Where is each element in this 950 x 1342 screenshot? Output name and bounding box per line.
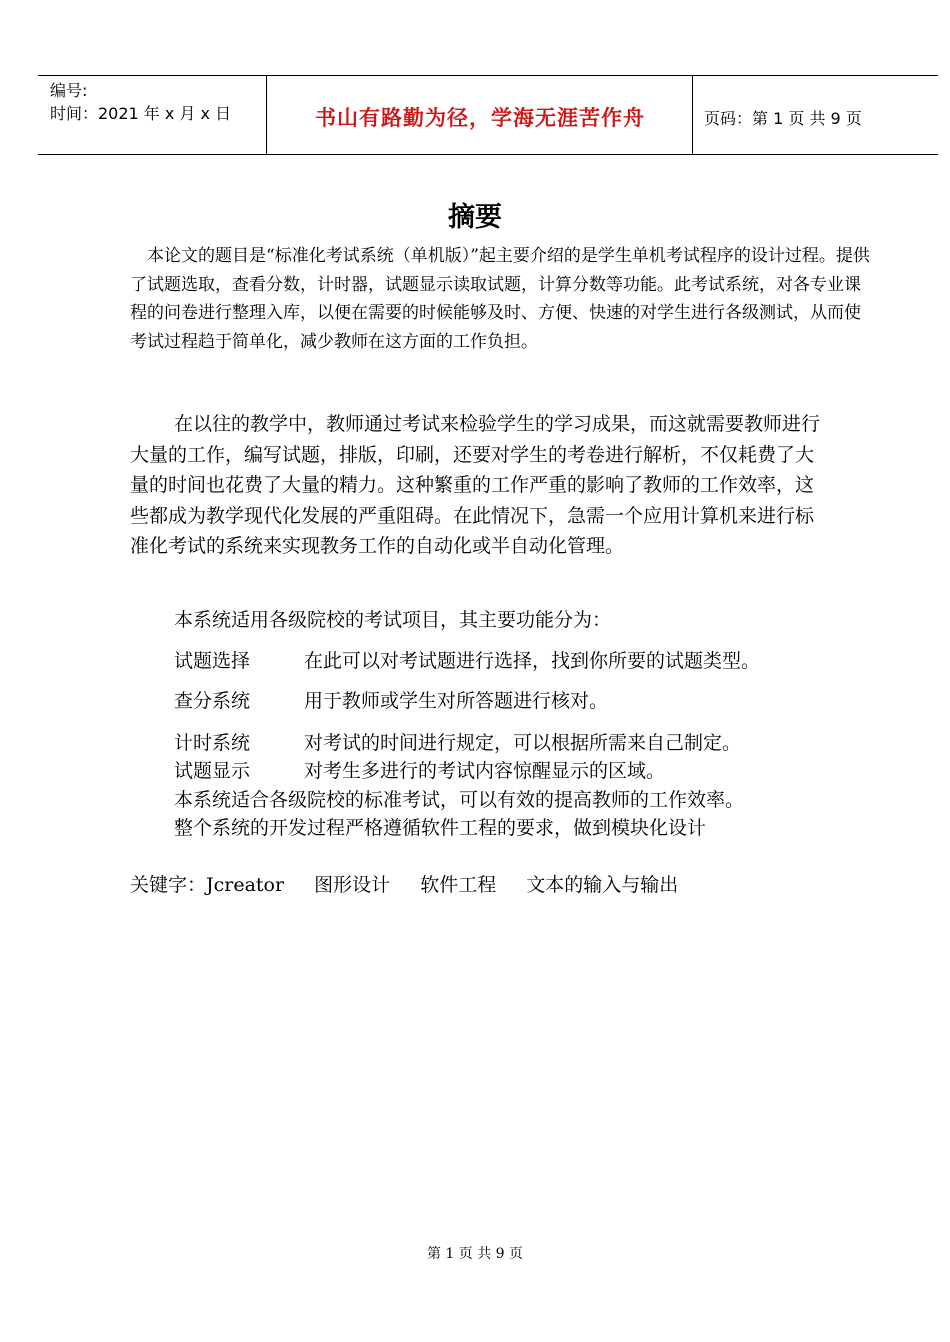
keyword-item: 文本的输入与输出 <box>526 874 679 896</box>
header-bottom-rule <box>38 154 938 155</box>
feature-desc: 对考试的时间进行规定，可以根据所需来自己制定。 <box>304 732 742 754</box>
header-motto: 书山有路勤为径，学海无涯苦作舟 <box>315 106 645 130</box>
feature-desc: 用于教师或学生对所答题进行核对。 <box>304 690 609 712</box>
keyword-item: 软件工程 <box>420 874 497 896</box>
feature-item <box>174 648 760 674</box>
page-title: 摘要 <box>448 202 502 233</box>
feature-name: 查分系统 <box>174 690 251 712</box>
header-top-rule <box>38 75 938 76</box>
header-page-info: 页码：第 1 页 共 9 页 <box>704 109 862 128</box>
document-number-label: 编号: <box>50 81 88 100</box>
features-intro: 本系统适用各级院校的考试项目，其主要功能分为： <box>174 609 612 631</box>
keyword-item: 图形设计 <box>314 874 391 896</box>
feature-name: 计时系统 <box>174 732 251 754</box>
feature-name: 试题选择 <box>174 650 251 672</box>
keywords-label: 关键字：Jcreator <box>130 874 285 896</box>
abstract-paragraph-1: 本论文的题目是“标准化考试系统（单机版）”起主要介绍的是学生单机考试程序的设计过程。提供了试题选取，查看分数，计时器，试题显示读取试题，计算分数等功能。此考试系统，对各专业课程的问卷进行整理入库，以便在需要的时候能够及时、方便、快速的对学生进行各级测试，从而使考试过程趋于简单化，减少教师在这方面的工作负担。 <box>130 246 870 352</box>
page-footer: 第 1 页 共 9 页 <box>426 1246 524 1262</box>
feature-desc: 在此可以对考试题进行选择，找到你所要的试题类型。 <box>304 650 761 672</box>
keywords-line <box>130 870 702 897</box>
abstract-paragraph-2: 在以往的教学中，教师通过考试来检验学生的学习成果，而这就需要教师进行大量的工作，编写试题，排版，印刷，还要对学生的考卷进行解析，不仅耗费了大量的时间也花费了大量的精力。这种繁重的工作严重的影响了教师的工作效率，这些都成为教学现代化发展的严重阻碍。在此情况下，急需一个应用计算机来进行标准化考试的系统来实现教务工作的自动化或半自动化管理。 <box>130 413 821 557</box>
feature-desc: 对考生多进行的考试内容惊醒显示的区域。 <box>304 760 666 782</box>
feature-item <box>174 688 608 714</box>
document-date: 时间：2021 年 x 月 x 日 <box>50 104 232 123</box>
header-divider-left <box>266 75 267 155</box>
summary-line-1: 本系统适合各级院校的标准考试，可以有效的提高教师的工作效率。 <box>174 789 745 811</box>
feature-name: 试题显示 <box>174 760 251 782</box>
summary-line-2: 整个系统的开发过程严格遵循软件工程的要求，做到模块化设计 <box>174 817 707 839</box>
header-divider-right <box>692 75 693 155</box>
feature-item <box>174 758 665 784</box>
feature-item <box>174 730 741 756</box>
